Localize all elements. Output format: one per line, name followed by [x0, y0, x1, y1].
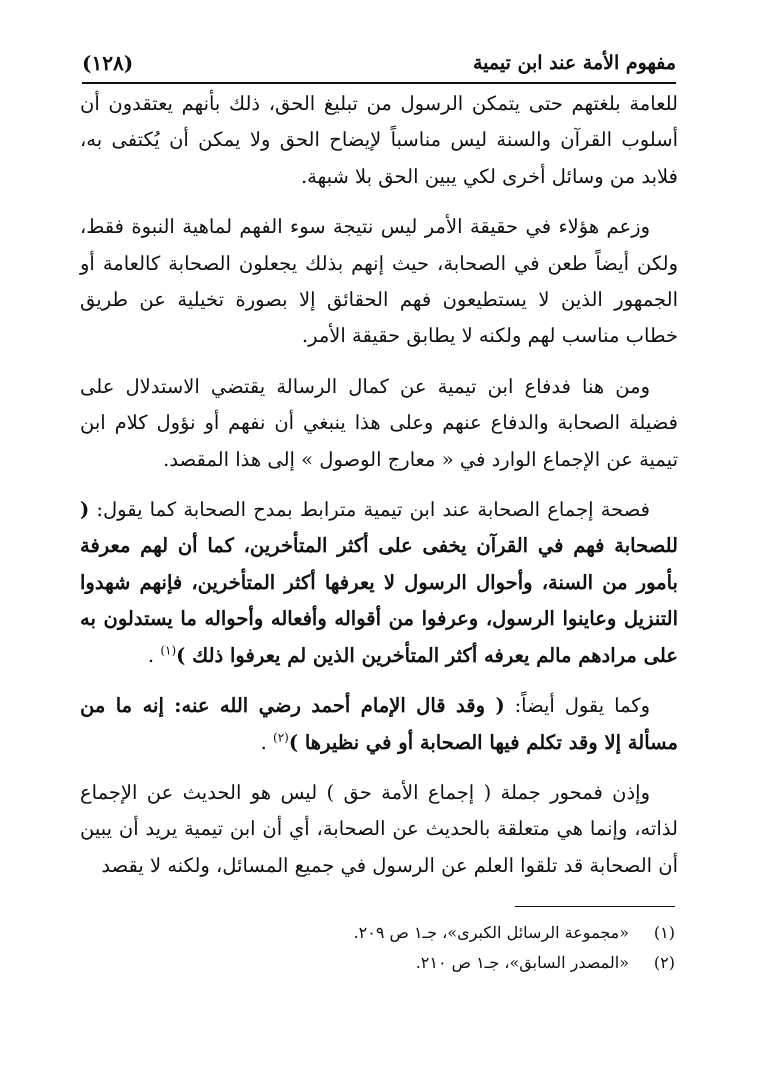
paragraph-5	[80, 688, 678, 761]
quote-1: ( للصحابة فهم في القرآن يخفى على أكثر المتأخرين، كما أن لهم معرفة بأمور من السنة، وأحوال الرسول لا يعرفها أكثر المتأخرين، فإنهم شهدوا التنزيل وعاينوا الرسول، وعرفوا من أقواله وأفعاله وأحواله ما يستدلون به على مرادهم مالم يعرفه أكثر المتأخرين الذين لم يعرفوا ذلك )	[80, 498, 678, 667]
quote-2: ( وقد قال الإمام أحمد رضي الله عنه: إنه ما من مسألة إلا وقد تكلم فيها الصحابة أو في نظيرها )	[80, 694, 678, 754]
paragraph-5-end: .	[260, 730, 273, 754]
footnote-ref-1: (١)	[160, 643, 177, 658]
footnote-text: «مجموعة الرسائل الكبرى»، جـ١ ص ٢٠٩.	[353, 923, 629, 942]
paragraph-5-intro: وكما يقول أيضاً:	[504, 694, 650, 718]
paragraph-1: للعامة بلغتهم حتى يتمكن الرسول من تبليغ الحق، ذلك بأنهم يعتقدون أن أسلوب القرآن والسنة ليس مناسباً لإيضاح الحق ولا يمكن أن يُكتفى به، فلابد من وسائل أخرى لكي يبين الحق بلا شبهة.	[80, 92, 678, 188]
paragraph-3: ومن هنا فدفاع ابن تيمية عن كمال الرسالة يقتضي الاستدلال على فضيلة الصحابة والدفاع عنهم وعلى هذا ينبغي أن نفهم أو نؤول كلام ابن تيمية عن الإجماع الوارد في « معارج الوصول » إلى هذا المقصد.	[80, 374, 678, 471]
paragraph-4	[80, 492, 678, 674]
page-header	[82, 44, 676, 84]
footnote-text: «المصدر السابق»، جـ١ ص ٢١٠.	[415, 953, 629, 972]
paragraph-4-end: .	[147, 643, 161, 667]
running-title: مفهوم الأمة عند ابن تيمية	[472, 52, 676, 74]
footnote-2	[85, 948, 675, 978]
footnote-number: (٢)	[653, 953, 675, 972]
page-number: (١٢٨)	[82, 51, 134, 75]
footnotes	[85, 918, 675, 978]
footnote-divider	[515, 906, 675, 907]
paragraph-6: وإذن فمحور جملة ( إجماع الأمة حق ) ليس هو الحديث عن الإجماع لذاته، وإنما هي متعلقة بالحديث عن الصحابة، أي أن ابن تيمية يريد أن يبين أن الصحابة قد تلقوا العلم عن الرسول في جميع المسائل، ولكنه لا يقصد	[80, 780, 678, 877]
paragraph-4-intro: فصحة إجماع الصحابة عند ابن تيمية مترابط بمدح الصحابة كما يقول:	[96, 498, 650, 522]
paragraph-2: وزعم هؤلاء في حقيقة الأمر ليس نتيجة سوء الفهم لماهية النبوة فقط، ولكن أيضاً طعن في الصحابة، حيث إنهم بذلك يجعلون الصحابة كالعامة أو الجمهور الذين لا يستطيعون فهم الحقائق إلا بصورة تخيلية عن طريق خطاب مناسب لهم ولكنه لا يطابق حقيقة الأمر.	[80, 215, 678, 348]
footnote-ref-2: (٢)	[273, 730, 289, 744]
page-body	[80, 86, 678, 898]
footnote-1	[85, 918, 675, 948]
footnote-number: (١)	[653, 923, 675, 942]
